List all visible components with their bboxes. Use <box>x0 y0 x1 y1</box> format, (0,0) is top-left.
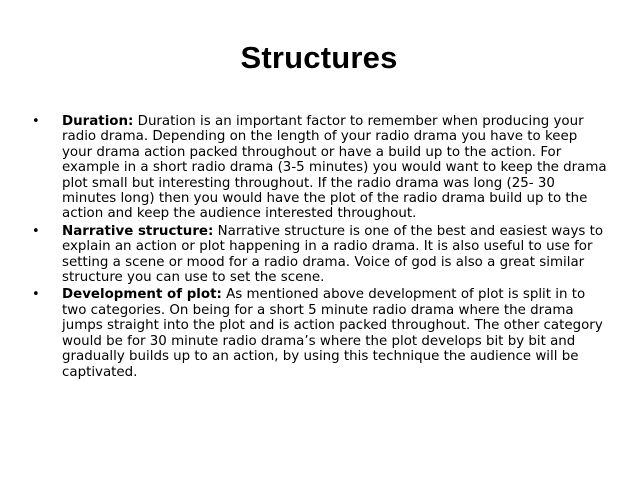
bullet-development-of-plot <box>30 287 610 379</box>
bullet-narrative-structure <box>30 224 610 286</box>
bullet-icon: • <box>32 287 40 303</box>
bullet-text: Narrative structure is one of the best and easiest ways to explain an action or plot happening in a radio drama. It is also useful to use for setting a scene or mood for a radio drama. Voice of god is also a great similar structure you can use to set the scene. <box>62 223 604 286</box>
bullet-text: As mentioned above development of plot is split in to two categories. On being for a short 5 minute radio drama where the drama jumps straight into the plot and is action packed throughout. The other category would be for 30 minute radio drama’s where the plot develops bit by bit and gradually builds up to an action, by using this technique the audience will be captivated. <box>62 287 603 380</box>
bullet-text: Duration is an important factor to remember when producing your radio drama. Depending on the length of your radio drama you have to keep your drama action packed throughout or have a build up to the action. For example in a short radio drama (3-5 minutes) you would want to keep the drama plot small but interesting throughout. If the radio drama was long (25- 30 minutes long) then you would have the plot of the radio drama build up to the action and keep the audience interested throughout. <box>62 114 607 222</box>
bullet-icon: • <box>32 114 40 129</box>
bullet-term: Development of plot: <box>62 287 222 303</box>
slide-title: Structures <box>240 40 398 75</box>
bullet-term: Duration: <box>62 114 134 129</box>
bullet-icon: • <box>32 223 40 239</box>
bullet-duration <box>30 114 610 222</box>
bullet-list <box>30 114 610 382</box>
bullet-term: Narrative structure: <box>62 223 214 239</box>
